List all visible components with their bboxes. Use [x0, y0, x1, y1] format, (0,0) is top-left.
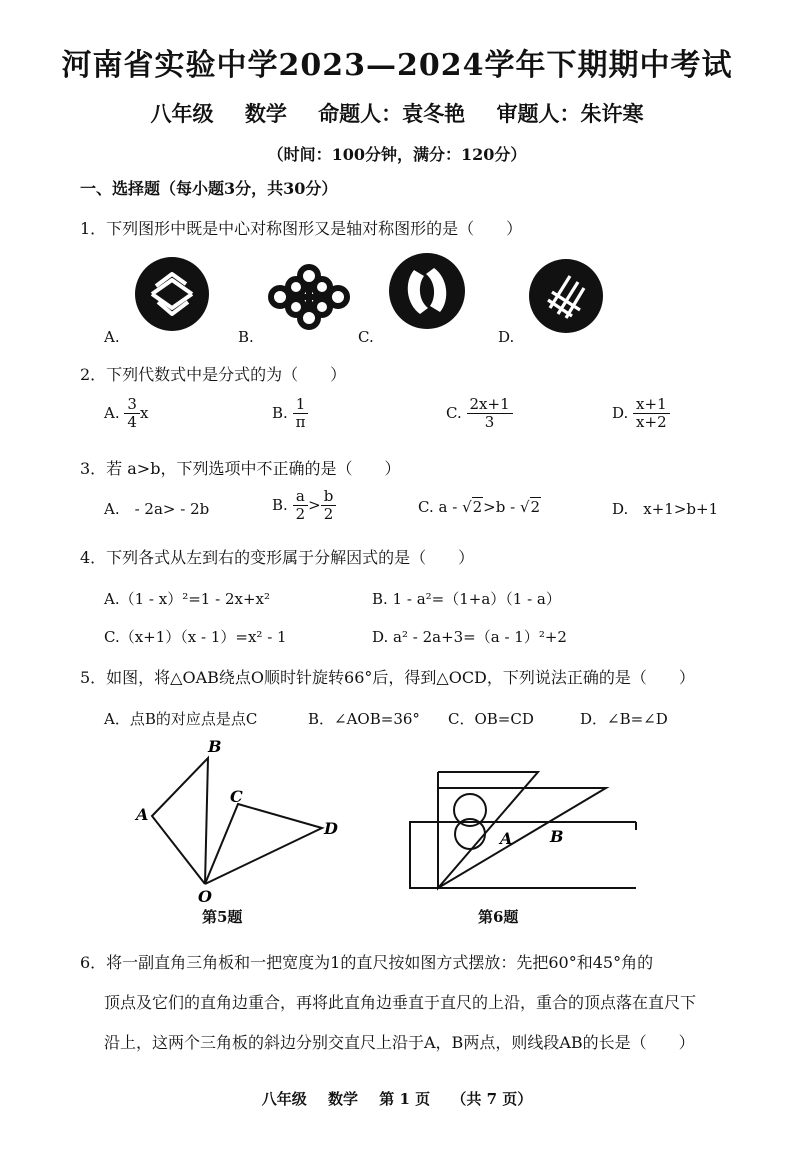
- point-c-label: C: [230, 787, 243, 806]
- q1-stem: 1．下列图形中既是中心对称图形又是轴对称图形的是（ ）: [80, 219, 523, 238]
- logo-d-icon: [528, 258, 604, 334]
- q3-stem: 3．若 a>b，下列选项中不正确的是（ ）: [80, 459, 401, 478]
- q2-stem: 2．下列代数式中是分式的为（ ）: [80, 365, 347, 384]
- q1-option-d: D.: [498, 328, 515, 346]
- figure-6-caption: 第6题: [478, 908, 519, 926]
- q5-option-c: C．OB=CD: [448, 710, 534, 728]
- q3-option-d: D. x+1>b+1: [612, 500, 719, 518]
- section-heading: 一、选择题（每小题3分，共30分）: [80, 179, 338, 198]
- exam-title: 河南省实验中学2023—2024学年下期期中考试: [61, 48, 733, 83]
- logo-b-icon: [266, 262, 352, 332]
- point-o-label: O: [198, 887, 212, 906]
- fraction: $\frac{2x+1}{3}$: [467, 396, 513, 432]
- q4-option-b: B. 1 - a²=（1+a）（1 - a）: [372, 590, 561, 608]
- figure-5-caption: 第5题: [202, 908, 243, 926]
- fraction: $\frac{x+1}{x+2}$: [633, 396, 670, 432]
- point-b-label: B: [208, 737, 222, 756]
- q6-line-1: 6．将一副直角三角板和一把宽度为1的直尺按如图方式摆放：先把60°和45°角的: [80, 953, 654, 972]
- q1-option-b: B.: [238, 328, 254, 346]
- setter-label: 命题人：袁冬艳: [318, 101, 466, 126]
- page-footer: [0, 1088, 794, 1109]
- q3-option-a: A. - 2a> - 2b: [104, 500, 210, 518]
- point-b-label: B: [550, 827, 564, 846]
- q2-option-d: D. $\frac{x+1}{x+2}$: [612, 396, 670, 432]
- footer-subject: 数学: [327, 1090, 358, 1108]
- subject-label: 数学: [244, 101, 287, 126]
- q4-option-a: A.（1 - x）²=1 - 2x+x²: [104, 590, 270, 608]
- logo-a-icon: [134, 256, 210, 332]
- figure-5: [130, 736, 350, 910]
- exam-subtitle: [0, 98, 794, 128]
- q3-option-b: B. $\frac{a}{2}$ > $\frac{b}{2}$: [272, 488, 336, 524]
- q5-option-b: B．∠AOB=36°: [308, 710, 420, 728]
- q4-option-d: D. a² - 2a+3=（a - 1）²+2: [372, 628, 567, 646]
- q2-option-a: A. $\frac{3}{4}$ x: [104, 395, 149, 432]
- footer-grade: 八年级: [261, 1090, 307, 1108]
- q6-line-3: 沿上，这两个三角板的斜边分别交直尺上沿于A，B两点，则线段AB的长是（ ）: [104, 1033, 695, 1052]
- q5-option-a: A．点B的对应点是点C: [104, 710, 258, 728]
- q4-stem: 4．下列各式从左到右的变形属于分解因式的是（ ）: [80, 548, 475, 567]
- q5-option-d: D．∠B=∠D: [580, 710, 668, 728]
- q2-option-c: C. $\frac{2x+1}{3}$: [446, 396, 513, 432]
- reviewer-label: 审题人：朱许寒: [496, 101, 644, 126]
- point-a-label: A: [500, 829, 513, 848]
- q1-option-a: A.: [104, 328, 120, 346]
- q5-stem: 5．如图，将△OAB绕点O顺时针旋转66°后，得到△OCD，下列说法正确的是（ ）: [80, 668, 695, 687]
- q1-option-c: C.: [358, 328, 374, 346]
- point-d-label: D: [324, 819, 338, 838]
- fraction: $\frac{1}{\pi}$: [293, 396, 309, 432]
- logo-c-icon: [388, 252, 466, 330]
- figure-6: [404, 764, 660, 900]
- footer-total: （共 7 页）: [451, 1090, 533, 1108]
- q4-option-c: C.（x+1）（x - 1）=x² - 1: [104, 628, 287, 646]
- time-info: （时间：100分钟，满分：120分）: [267, 145, 527, 164]
- q3-option-c: C. a - √2>b - √2: [418, 498, 541, 516]
- q6-line-2: 顶点及它们的直角边重合，再将此直角边垂直于直尺的上沿，重合的顶点落在直尺下: [104, 993, 697, 1012]
- grade-label: 八年级: [150, 101, 214, 126]
- footer-page: 第 1 页: [379, 1090, 431, 1108]
- q2-option-b: B. $\frac{1}{\pi}$: [272, 396, 308, 432]
- point-a-label: A: [136, 805, 149, 824]
- fraction: $\frac{3}{4}$: [124, 396, 140, 432]
